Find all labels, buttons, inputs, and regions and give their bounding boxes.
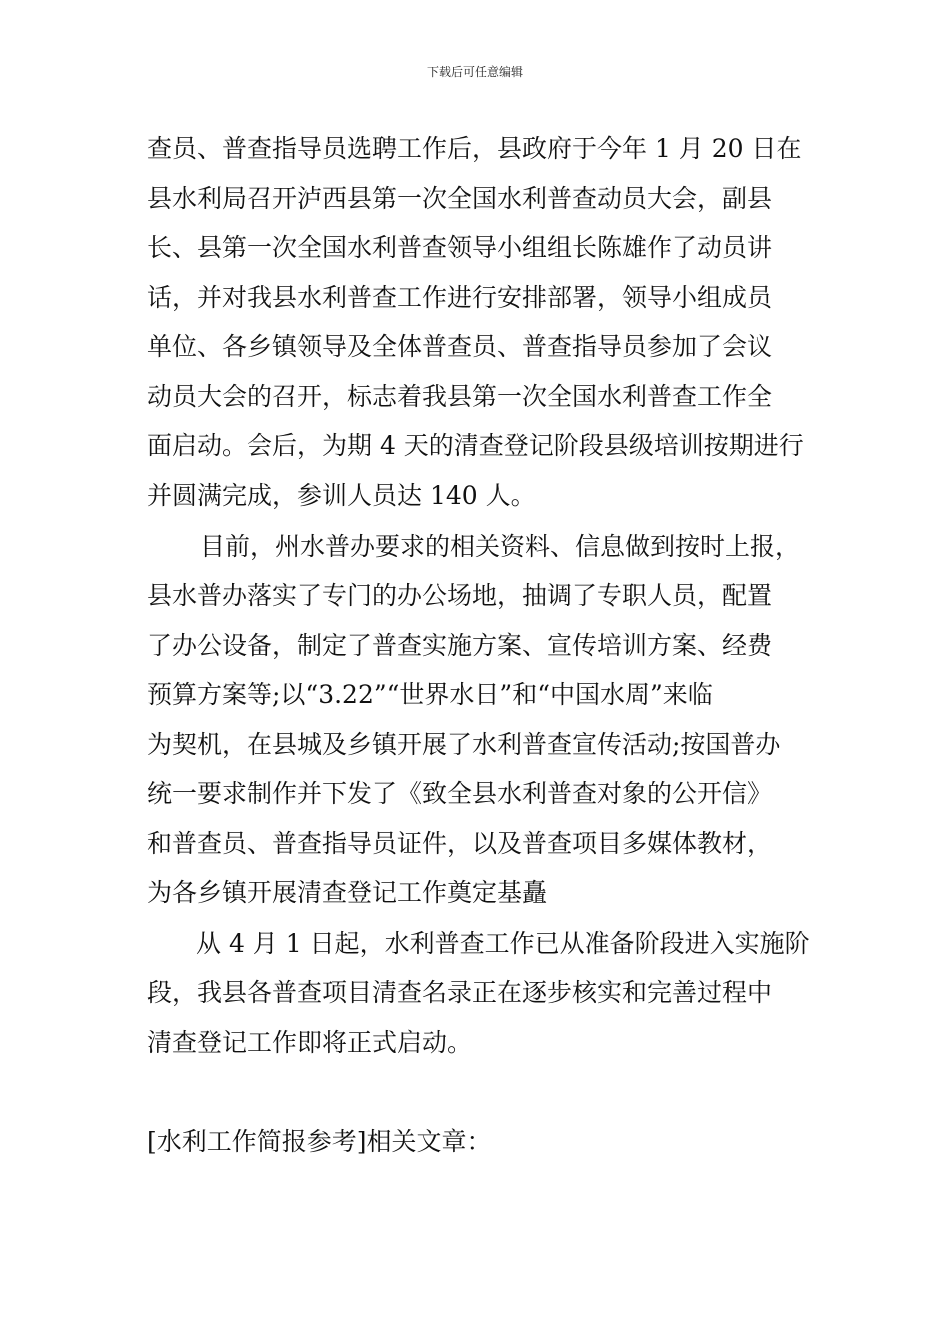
related-articles-heading: [水利工作简报参考]相关文章： bbox=[147, 1127, 492, 1156]
text-line: 话，并对我县水利普查工作进行安排部署，领导小组成员 bbox=[147, 283, 773, 312]
paragraph-first-line: 目前，州水普办要求的相关资料、信息做到按时上报， bbox=[200, 532, 801, 561]
text-line: 为各乡镇开展清查登记工作奠定基矗 bbox=[147, 878, 548, 907]
text-line: 统一要求制作并下发了《致全县水利普查对象的公开信》 bbox=[147, 779, 773, 808]
text-line: 清查登记工作即将正式启动。 bbox=[147, 1028, 473, 1057]
text-line: 预算方案等;以“3.22”“世界水日”和“中国水周”来临 bbox=[147, 680, 713, 709]
text-line: 县水利局召开泸西县第一次全国水利普查动员大会，副县 bbox=[147, 184, 773, 213]
text-line: 为契机，在县城及乡镇开展了水利普查宣传活动;按国普办 bbox=[147, 730, 781, 759]
page-header: 下载后可任意编辑 bbox=[426, 65, 523, 79]
text-line: 并圆满完成，参训人员达 140 人。 bbox=[147, 481, 536, 510]
text-line: 动员大会的召开，标志着我县第一次全国水利普查工作全 bbox=[147, 382, 773, 411]
text-line: 县水普办落实了专门的办公场地，抽调了专职人员，配置 bbox=[147, 581, 773, 610]
text-line: 查员、普查指导员选聘工作后，县政府于今年 1 月 20 日在 bbox=[147, 134, 802, 163]
text-line: 长、县第一次全国水利普查领导小组组长陈雄作了动员讲 bbox=[147, 233, 773, 262]
text-line: 了办公设备，制定了普查实施方案、宣传培训方案、经费 bbox=[147, 631, 773, 660]
text-line: 单位、各乡镇领导及全体普查员、普查指导员参加了会议 bbox=[147, 332, 773, 361]
text-line: 段，我县各普查项目清查名录正在逐步核实和完善过程中 bbox=[147, 978, 773, 1007]
text-line: 面启动。会后，为期 4 天的清查登记阶段县级培训按期进行 bbox=[147, 431, 804, 460]
text-line: 和普查员、普查指导员证件，以及普查项目多媒体教材， bbox=[147, 829, 773, 858]
paragraph-first-line: 从 4 月 1 日起，水利普查工作已从准备阶段进入实施阶 bbox=[196, 929, 810, 958]
